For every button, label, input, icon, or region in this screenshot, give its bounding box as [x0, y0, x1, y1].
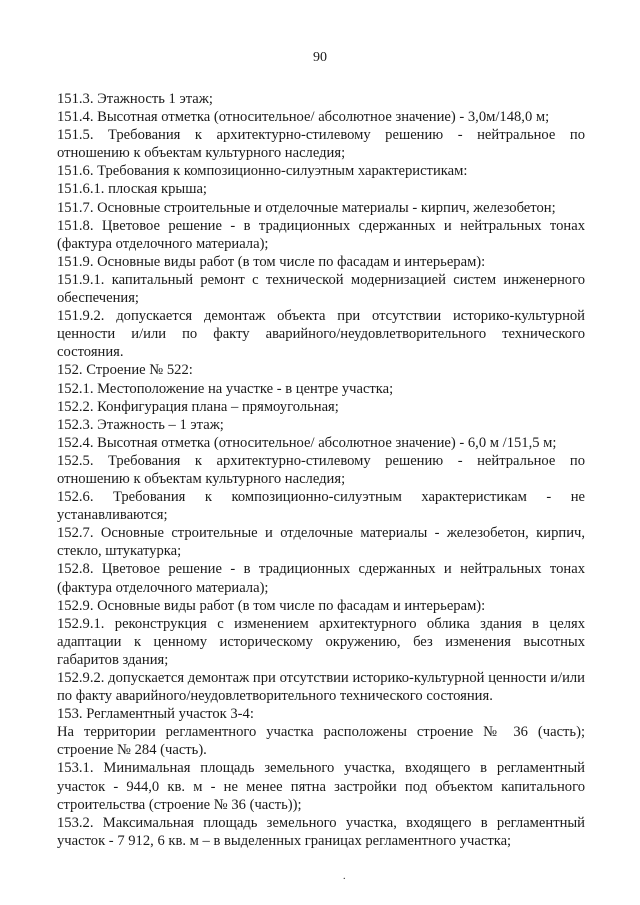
page-number: 90	[313, 50, 327, 65]
paragraph-153-intro: На территории регламентного участка расположены строение № 36 (часть); строение № 284 (часть).	[57, 724, 585, 759]
paragraph-151-6: 151.6. Требования к композиционно-силуэтным характеристикам:	[57, 163, 468, 180]
paragraph-152: 152. Строение № 522:	[57, 362, 193, 379]
paragraph-151-7: 151.7. Основные строительные и отделочные материалы - кирпич, железобетон;	[57, 199, 556, 216]
paragraph-152-5: 152.5. Требования к архитектурно-стилевому решению - нейтральное по отношению к объектам культурного наследия;	[57, 452, 585, 487]
paragraph-153: 153. Регламентный участок 3-4:	[57, 706, 254, 723]
paragraph-151-5: 151.5. Требования к архитектурно-стилевому решению - нейтральное по отношению к объектам культурного наследия;	[57, 127, 585, 162]
paragraph-152-4: 152.4. Высотная отметка (относительное/ абсолютное значение) - 6,0 м /151,5 м;	[57, 434, 557, 451]
paragraph-151-9-2: 151.9.2. допускается демонтаж объекта при отсутствии историко-культурной ценности и/или по факту аварийного/неудовлетворительного технического состояния.	[57, 308, 585, 361]
paragraph-153-1: 153.1. Минимальная площадь земельного участка, входящего в регламентный участок - 944,0 кв. м - не менее пятна застройки под объектом капитального строительства (строение № 36 (часть));	[57, 760, 585, 813]
paragraph-151-8: 151.8. Цветовое решение - в традиционных сдержанных и нейтральных тонах (фактура отделочного материала);	[57, 217, 585, 252]
paragraph-152-2: 152.2. Конфигурация плана – прямоугольная;	[57, 398, 339, 415]
paragraph-152-3: 152.3. Этажность – 1 этаж;	[57, 416, 224, 433]
paragraph-151-3: 151.3. Этажность 1 этаж;	[57, 91, 213, 107]
paragraph-152-9-2: 152.9.2. допускается демонтаж при отсутствии историко-культурной ценности и/или по факту аварийного/неудовлетворительного технического состояния.	[57, 670, 585, 705]
footer-mark: .	[343, 871, 346, 882]
paragraph-151-4: 151.4. Высотная отметка (относительное/ абсолютное значение) - 3,0м/148,0 м;	[57, 109, 550, 126]
paragraph-152-9: 152.9. Основные виды работ (в том числе по фасадам и интерьерам):	[57, 597, 486, 614]
paragraph-152-9-1: 152.9.1. реконструкция с изменением архитектурного облика здания в целях адаптации к ценному историческому окружению, без изменения высотных габаритов здания;	[57, 615, 585, 668]
paragraph-151-9: 151.9. Основные виды работ (в том числе по фасадам и интерьерам):	[57, 253, 486, 270]
paragraph-152-8: 152.8. Цветовое решение - в традиционных сдержанных и нейтральных тонах (фактура отделочного материала);	[57, 561, 585, 596]
paragraph-151-6-1: 151.6.1. плоская крыша;	[57, 181, 207, 198]
paragraph-152-7: 152.7. Основные строительные и отделочные материалы - железобетон, кирпич, стекло, штукатурка;	[57, 525, 585, 560]
paragraph-152-6: 152.6. Требования к композиционно-силуэтным характеристикам - не устанавливаются;	[57, 489, 585, 524]
paragraph-152-1: 152.1. Местоположение на участке - в центре участка;	[57, 380, 394, 397]
paragraph-151-9-1: 151.9.1. капитальный ремонт с технической модернизацией систем инженерного обеспечения;	[57, 271, 585, 307]
paragraph-153-2: 153.2. Максимальная площадь земельного участка, входящего в регламентный участок - 7 912, 6 кв. м – в выделенных границах регламентного участка;	[57, 814, 585, 849]
document-body	[57, 90, 585, 850]
